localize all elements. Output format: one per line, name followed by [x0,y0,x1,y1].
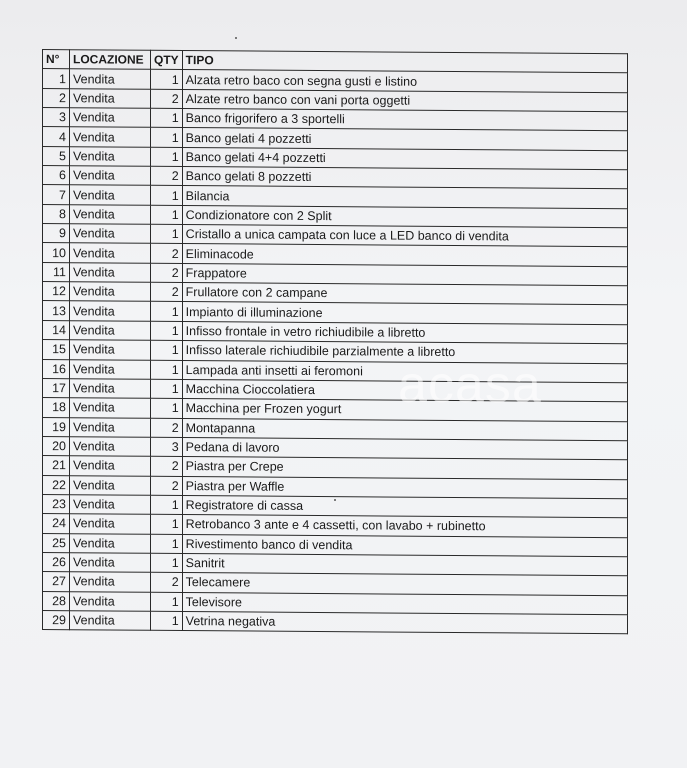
cell-locazione: Vendita [70,533,151,553]
cell-tipo: Sanitrit [182,553,627,576]
cell-qty: 1 [151,108,183,128]
cell-qty: 1 [151,224,183,244]
cell-number: 22 [43,475,70,495]
cell-qty: 2 [151,418,183,438]
cell-qty: 1 [151,340,183,360]
cell-number: 9 [43,224,70,244]
header-locazione: LOCAZIONE [70,50,151,70]
table-row [43,610,628,634]
cell-number: 6 [43,166,70,186]
cell-tipo: Cristallo a unica campata con luce a LED banco di vendita [182,225,627,248]
cell-tipo: Macchina Cioccolatiera [182,379,627,402]
header-n: N° [43,50,70,70]
table-body [43,69,628,634]
cell-tipo: Infisso frontale in vetro richiudibile a libretto [182,321,627,344]
cell-qty: 1 [151,379,183,399]
cell-number: 23 [43,494,70,514]
inventory-table [42,49,628,635]
cell-qty: 1 [151,70,183,90]
cell-locazione: Vendita [70,553,151,573]
cell-tipo: Frullatore con 2 campane [182,283,627,306]
header-qty: QTY [151,50,183,70]
cell-locazione: Vendita [70,359,151,379]
cell-locazione: Vendita [70,495,151,515]
cell-number: 25 [43,533,70,553]
cell-locazione: Vendita [70,224,151,244]
cell-qty: 1 [151,302,183,322]
cell-number: 28 [43,591,70,611]
cell-number: 18 [43,398,70,418]
cell-locazione: Vendita [70,69,151,89]
cell-qty: 2 [151,476,183,496]
cell-number: 8 [43,204,70,224]
cell-qty: 1 [151,611,183,631]
cell-locazione: Vendita [70,456,151,476]
cell-tipo: Impianto di illuminazione [182,302,627,325]
cell-locazione: Vendita [70,243,151,263]
cell-number: 3 [43,108,70,128]
cell-locazione: Vendita [70,166,151,186]
cell-locazione: Vendita [70,591,151,611]
cell-qty: 1 [151,360,183,380]
cell-locazione: Vendita [70,611,151,631]
cell-qty: 2 [151,89,183,109]
speck [235,37,237,39]
cell-tipo: Televisore [182,592,627,615]
cell-qty: 1 [151,534,183,554]
watermark: acasa [398,356,542,414]
cell-number: 24 [43,514,70,534]
cell-number: 19 [43,417,70,437]
cell-number: 27 [43,572,70,592]
cell-qty: 1 [151,205,183,225]
cell-qty: 1 [151,515,183,535]
cell-qty: 1 [151,147,183,167]
cell-number: 7 [43,185,70,205]
cell-number: 14 [43,320,70,340]
cell-locazione: Vendita [70,475,151,495]
cell-tipo: Alzata retro baco con segna gusti e listino [182,70,627,93]
cell-tipo: Banco gelati 4 pozzetti [182,128,627,151]
cell-number: 17 [43,378,70,398]
cell-locazione: Vendita [70,379,151,399]
cell-qty: 2 [151,282,183,302]
cell-tipo: Banco frigorifero a 3 sportelli [182,109,627,132]
cell-locazione: Vendita [70,417,151,437]
cell-qty: 2 [151,166,183,186]
cell-tipo: Telecamere [182,573,627,596]
cell-tipo: Banco gelati 4+4 pozzetti [182,147,627,170]
cell-tipo: Retrobanco 3 ante e 4 cassetti, con lavabo + rubinetto [182,515,627,538]
cell-number: 16 [43,359,70,379]
cell-qty: 1 [151,592,183,612]
cell-qty: 1 [151,321,183,341]
cell-locazione: Vendita [70,340,151,360]
cell-tipo: Infisso laterale richiudibile parzialmente a libretto [182,341,627,364]
cell-number: 13 [43,301,70,321]
cell-number: 29 [43,610,70,630]
cell-tipo: Vetrina negativa [182,611,627,634]
cell-tipo: Lampada anti insetti ai feromoni [182,360,627,383]
cell-tipo: Alzate retro banco con vani porta oggetti [182,89,627,112]
cell-number: 15 [43,340,70,360]
cell-tipo: Piastra per Crepe [182,457,627,480]
cell-locazione: Vendita [70,301,151,321]
cell-locazione: Vendita [70,262,151,282]
cell-qty: 1 [151,495,183,515]
cell-tipo: Rivestimento banco di vendita [182,534,627,557]
cell-number: 20 [43,436,70,456]
cell-locazione: Vendita [70,185,151,205]
cell-locazione: Vendita [70,514,151,534]
cell-locazione: Vendita [70,321,151,341]
cell-number: 5 [43,146,70,166]
cell-locazione: Vendita [70,127,151,147]
cell-number: 1 [43,69,70,89]
cell-qty: 2 [151,244,183,264]
cell-qty: 1 [151,186,183,206]
cell-tipo: Bilancia [182,186,627,209]
cell-number: 21 [43,456,70,476]
cell-qty: 2 [151,457,183,477]
header-tipo: TIPO [182,51,627,74]
cell-number: 10 [43,243,70,263]
cell-number: 11 [43,262,70,282]
cell-locazione: Vendita [70,437,151,457]
cell-locazione: Vendita [70,282,151,302]
cell-qty: 1 [151,128,183,148]
cell-tipo: Registratore di cassa [182,495,627,518]
cell-locazione: Vendita [70,146,151,166]
cell-tipo: Piastra per Waffle [182,476,627,499]
cell-number: 2 [43,88,70,108]
cell-tipo: Macchina per Frozen yogurt [182,399,627,422]
cell-tipo: Eliminacode [182,244,627,267]
cell-locazione: Vendita [70,108,151,128]
cell-tipo: Pedana di lavoro [182,437,627,460]
cell-qty: 1 [151,553,183,573]
cell-tipo: Condizionatore con 2 Split [182,205,627,228]
cell-tipo: Frappatore [182,263,627,286]
cell-locazione: Vendita [70,88,151,108]
cell-qty: 2 [151,263,183,283]
cell-locazione: Vendita [70,398,151,418]
cell-tipo: Montapanna [182,418,627,441]
cell-tipo: Banco gelati 8 pozzetti [182,167,627,190]
cell-number: 4 [43,127,70,147]
cell-qty: 3 [151,437,183,457]
cell-locazione: Vendita [70,204,151,224]
cell-locazione: Vendita [70,572,151,592]
cell-number: 26 [43,552,70,572]
cell-qty: 2 [151,573,183,593]
cell-number: 12 [43,282,70,302]
cell-qty: 1 [151,398,183,418]
